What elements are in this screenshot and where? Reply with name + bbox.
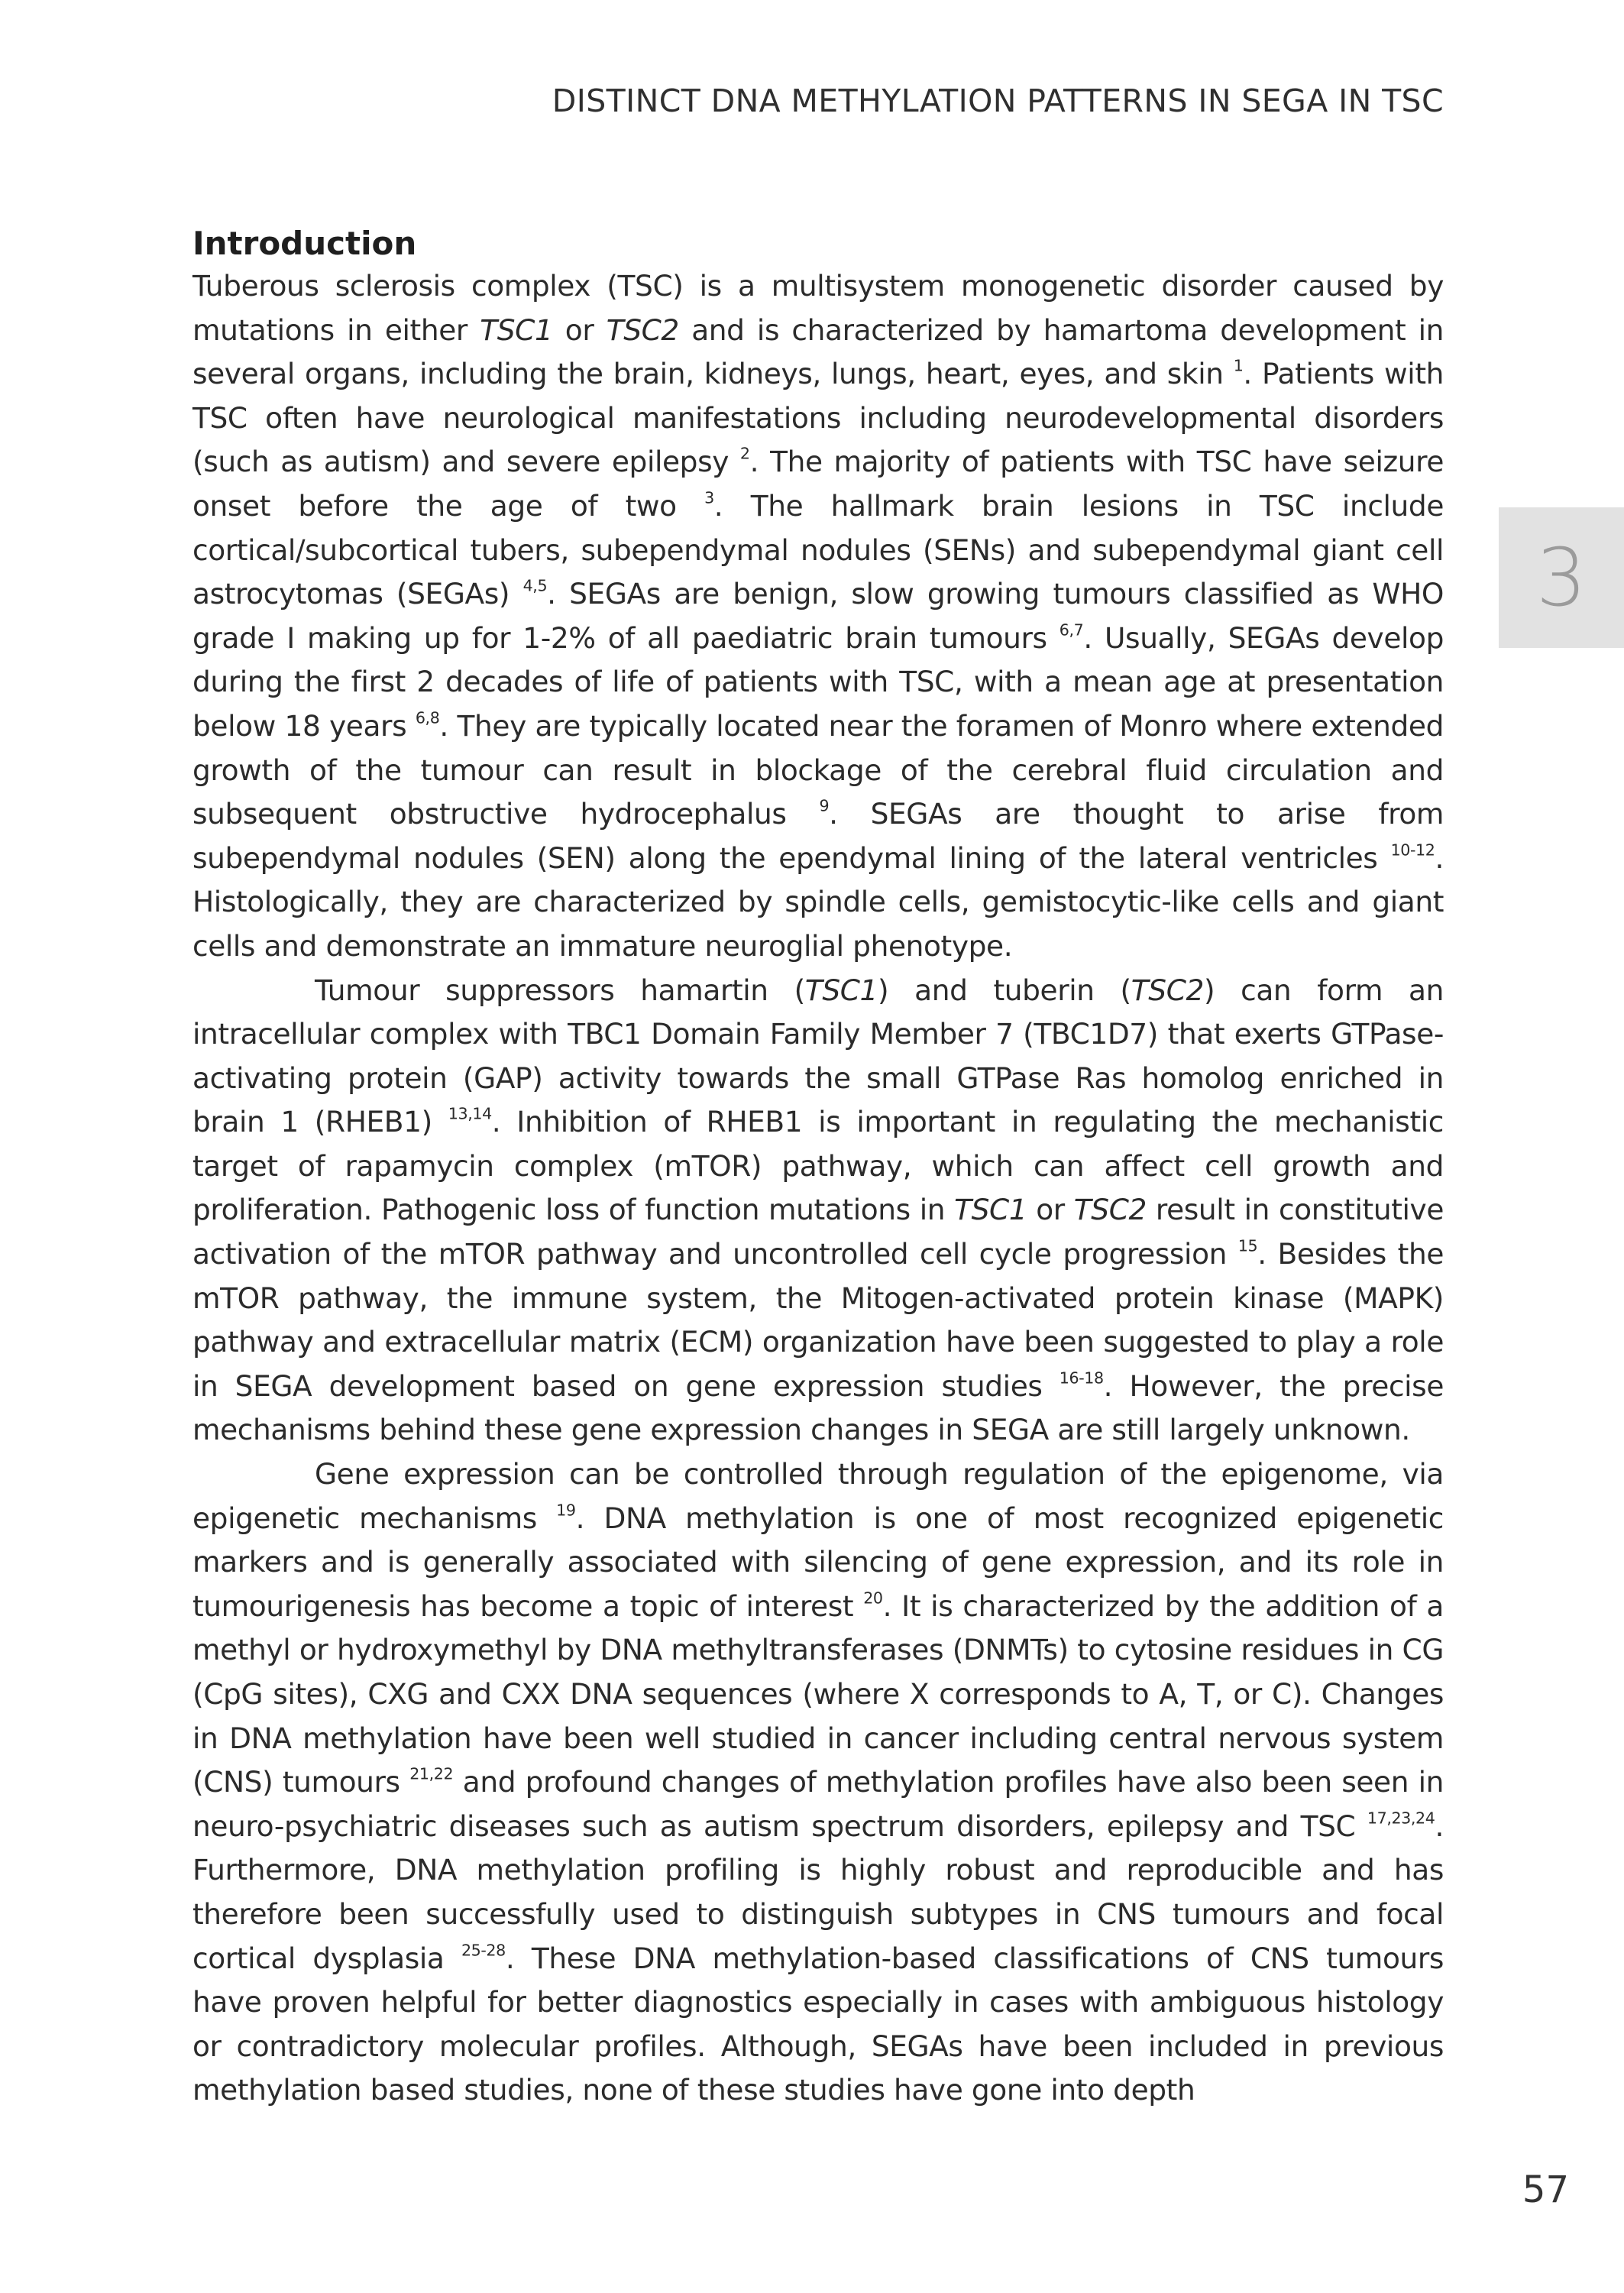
paragraph <box>192 264 1444 969</box>
text-run: . Histologically, they are characterized by spindle cells, gemistocytic-like cells and giant cells and demonstrate an immature neuroglial phenotype. <box>192 840 1444 963</box>
text-run: . However, the precise mechanisms behind these gene expression changes in SEGA are still largely unknown. <box>192 1368 1444 1447</box>
gene-name: TSC1 <box>804 973 878 1007</box>
text-run: Tuberous sclerosis complex (TSC) is a multisystem monogenetic disorder caused by mutations in either <box>192 269 1444 347</box>
citation-ref: 6,7 <box>1059 620 1084 640</box>
section-title: Introduction <box>192 225 417 262</box>
text-run: . DNA methylation is one of most recognized epigenetic markers and is generally associated with silencing of gene expression, and its role in tumourigenesis has become a topic of interest <box>192 1501 1444 1623</box>
text-run: Gene expression can be controlled through regulation of the epigenome, via epigenetic mechanisms <box>192 1457 1444 1535</box>
running-header: DISTINCT DNA METHYLATION PATTERNS IN SEGA IN TSC <box>552 83 1444 119</box>
gene-name: TSC1 <box>954 1193 1027 1227</box>
text-run: ) and tuberin ( <box>877 973 1131 1007</box>
citation-ref: 3 <box>704 488 714 507</box>
text-run: result in constitutive activation of the mTOR pathway and uncontrolled cell cycle progression <box>192 1193 1444 1271</box>
citation-ref: 16-18 <box>1059 1368 1104 1388</box>
gene-name: TSC1 <box>480 313 553 347</box>
citation-ref: 15 <box>1237 1236 1258 1255</box>
article-body <box>192 223 1444 2113</box>
text-run: or <box>552 313 607 347</box>
citation-ref: 1 <box>1233 356 1244 375</box>
text-run: and is characterized by hamartoma development in several organs, including the brain, kidneys, lungs, heart, eyes, and skin <box>192 313 1444 391</box>
citation-ref: 20 <box>863 1589 883 1608</box>
citation-ref: 4,5 <box>522 576 548 595</box>
text-run: . Usually, SEGAs develop during the first 2 decades of life of patients with TSC, with a mean age at presentation below 18 years <box>192 620 1444 743</box>
text-run: . SEGAs are thought to arise from subependymal nodules (SEN) along the ependymal lining of the lateral ventricles <box>192 797 1444 875</box>
text-run: . Patients with TSC often have neurological manifestations including neurodevelopmental disorders (such as autism) and severe epilepsy <box>192 357 1444 479</box>
gene-name: TSC2 <box>606 313 679 347</box>
chapter-tab: 3 <box>1499 507 1624 648</box>
text-run: and profound changes of methylation profiles have also been seen in neuro-psychiatric diseases such as autism spectrum disorders, epilepsy and TSC <box>192 1765 1444 1843</box>
text-run: . The majority of patients with TSC have seizure onset before the age of two <box>192 445 1444 523</box>
text-run: . The hallmark brain lesions in TSC include cortical/subcortical tubers, subependymal nodules (SENs) and subependymal giant cell astrocytomas (SEGAs) <box>192 488 1444 611</box>
citation-ref: 10-12 <box>1390 840 1435 860</box>
text-run: . These DNA methylation-based classifications of CNS tumours have proven helpful for better diagnostics especially in cases with ambiguous histology or contradictory molecular profiles. Although, SEGAs have been included in previous methylation based studies, none of these studies have gone into depth <box>192 1941 1444 2107</box>
citation-ref: 13,14 <box>448 1104 492 1123</box>
citation-ref: 6,8 <box>415 708 440 727</box>
gene-name: TSC2 <box>1131 973 1204 1007</box>
text-run: or <box>1027 1193 1074 1227</box>
citation-ref: 9 <box>819 796 830 815</box>
text-run: . It is characterized by the addition of a methyl or hydroxymethyl by DNA methyltransferases (DNMTs) to cytosine residues in CG (CpG sites), CXG and CXX DNA sequences (where X corresponds to A, T, or C). Changes in DNA methylation have been well studied in cancer including central nervous system (CNS) tumours <box>192 1589 1444 1799</box>
paragraph <box>192 969 1444 1453</box>
text-run: . Furthermore, DNA methylation profiling is highly robust and reproducible and has therefore been successfully used to distinguish subtypes in CNS tumours and focal cortical dysplasia <box>192 1809 1444 1975</box>
text-run: . SEGAs are benign, slow growing tumours classified as WHO grade I making up for 1-2% of all paediatric brain tumours <box>192 577 1444 655</box>
text-run: . They are typically located near the foramen of Monro where extended growth of the tumour can result in blockage of the cerebral fluid circulation and subsequent obstructive hydrocephalus <box>192 708 1444 831</box>
text-run: ) can form an intracellular complex with TBC1 Domain Family Member 7 (TBC1D7) that exerts GTPase-activating protein (GAP) activity towards the small GTPase Ras homolog enriched in brain 1 (RHEB1) <box>192 973 1444 1139</box>
gene-name: TSC2 <box>1073 1193 1147 1227</box>
citation-ref: 17,23,24 <box>1367 1809 1435 1828</box>
citation-ref: 2 <box>739 444 750 463</box>
paragraph <box>192 1453 1444 2113</box>
text-run: Tumour suppressors hamartin ( <box>315 973 805 1007</box>
citation-ref: 25-28 <box>461 1941 506 1960</box>
citation-ref: 19 <box>556 1501 576 1520</box>
page-number: 57 <box>1522 2168 1569 2211</box>
citation-ref: 21,22 <box>409 1764 454 1783</box>
text-run: . Besides the mTOR pathway, the immune system, the Mitogen-activated protein kinase (MAPK) pathway and extracellular matrix (ECM) organization have been suggested to play a role in SEGA development based on gene expression studies <box>192 1237 1444 1403</box>
text-run: . Inhibition of RHEB1 is important in regulating the mechanistic target of rapamycin complex (mTOR) pathway, which can affect cell growth and proliferation. Pathogenic loss of function mutations in <box>192 1105 1444 1227</box>
